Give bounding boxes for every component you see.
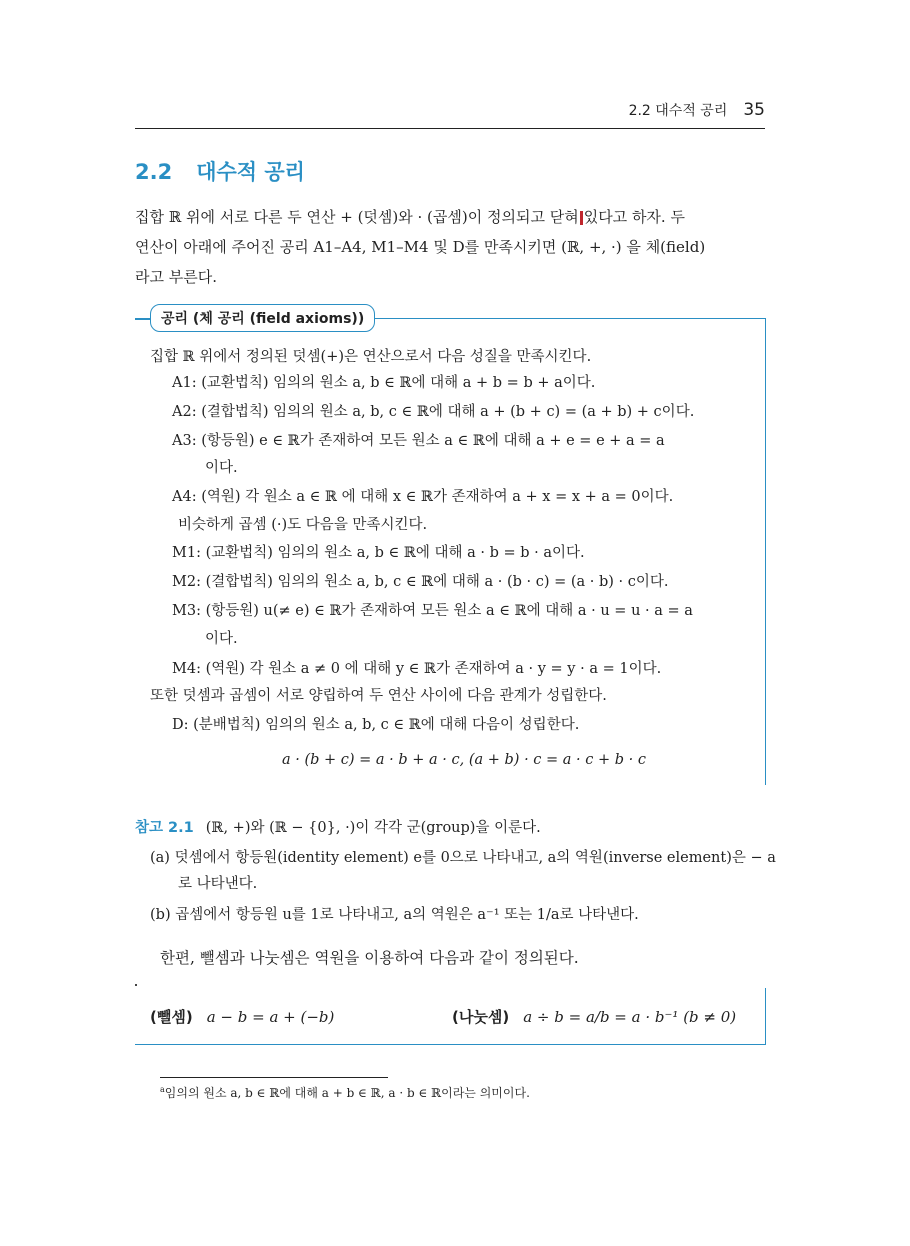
axiom-line-m2: M2: (결합법칙) 임의의 원소 a, b, c ∈ ℝ에 대해 a · (b · c) = (a · b) · c이다.	[172, 574, 669, 590]
running-head-section: 2.2 대수적 공리	[628, 103, 728, 119]
section-number: 2.2	[135, 160, 173, 184]
axiom-line-a2: A2: (결합법칙) 임의의 원소 a, b, c ∈ ℝ에 대해 a + (b + c) = (a + b) + c이다.	[172, 404, 695, 420]
footnote-text: 임의의 원소 a, b ∈ ℝ에 대해 a + b ∈ ℝ, a · b ∈ ℝ이라는 의미이다.	[164, 1086, 530, 1100]
axiom-line-d: D: (분배법칙) 임의의 원소 a, b, c ∈ ℝ에 대해 다음이 성립한다.	[172, 717, 580, 733]
division-definition	[452, 1006, 736, 1027]
footnote-rule	[160, 1077, 388, 1078]
axiom-line-compat: 또한 덧셈과 곱셈이 서로 양립하여 두 연산 사이에 다음 관계가 성립한다.	[150, 688, 607, 704]
axiom-line-mult-intro: 비슷하게 곱셈 (·)도 다음을 만족시킨다.	[178, 517, 428, 533]
axiom-box-title: 공리 (체 공리 (field axioms))	[150, 304, 375, 332]
section-heading	[135, 156, 305, 186]
header-rule	[135, 128, 765, 129]
division-label: (나눗셈)	[452, 1008, 510, 1026]
axiom-line-0: 집합 ℝ 위에서 정의된 덧셈(+)은 연산으로서 다음 성질을 만족시킨다.	[150, 349, 592, 365]
highlight-mark	[580, 211, 583, 225]
note-item-a-cont: 로 나타낸다.	[178, 876, 258, 892]
division-formula: a ÷ b = a/b = a · b⁻¹ (b ≠ 0)	[523, 1008, 737, 1026]
note-item-a: (a) 덧셈에서 항등원(identity element) e를 0으로 나타내고, a의 역원(inverse element)은 − a	[150, 850, 776, 866]
footnote-mark: a	[160, 1085, 165, 1094]
section-title: 대수적 공리	[196, 160, 305, 184]
axiom-line-a1: A1: (교환법칙) 임의의 원소 a, b ∈ ℝ에 대해 a + b = b + a이다.	[172, 375, 596, 391]
axiom-line-a3-cont: 이다.	[205, 460, 238, 476]
axiom-line-m3: M3: (항등원) u(≠ e) ∈ ℝ가 존재하여 모든 원소 a ∈ ℝ에 대해 a · u = u · a = a	[172, 603, 693, 619]
stray-dot	[135, 984, 137, 986]
intro-line-3: 라고 부른다.	[135, 268, 217, 286]
note-title: (ℝ, +)와 (ℝ − {0}, ·)이 각각 군(group)을 이룬다.	[205, 820, 541, 836]
axiom-line-m3-cont: 이다.	[205, 631, 238, 647]
subtraction-definition	[150, 1006, 334, 1027]
intro-line-2: 연산이 아래에 주어진 공리 A1–A4, M1–M4 및 D를 만족시키면 (ℝ, +, ·) 을 체(field)	[135, 238, 706, 256]
axiom-line-m4: M4: (역원) 각 원소 a ≠ 0 에 대해 y ∈ ℝ가 존재하여 a · y = y · a = 1이다.	[172, 661, 662, 677]
after-note-paragraph: 한편, 뺄셈과 나눗셈은 역원을 이용하여 다음과 같이 정의된다.	[160, 949, 579, 967]
distributive-formula: a · (b + c) = a · b + a · c, (a + b) · c = a · c + b · c	[282, 752, 646, 768]
running-head	[135, 100, 765, 124]
intro-line-1b: 있다고 하자. 두	[583, 208, 685, 226]
note-item-b: (b) 곱셈에서 항등원 u를 1로 나타내고, a의 역원은 a⁻¹ 또는 1/a로 나타낸다.	[150, 907, 639, 923]
subtraction-formula: a − b = a + (−b)	[206, 1008, 335, 1026]
note-label: 참고 2.1	[135, 820, 194, 836]
footnote	[160, 1084, 530, 1101]
axiom-line-a3: A3: (항등원) e ∈ ℝ가 존재하여 모든 원소 a ∈ ℝ에 대해 a + e = e + a = a	[172, 433, 665, 449]
intro-line-1: 집합 ℝ 위에 서로 다른 두 연산 + (덧셈)와 · (곱셈)이 정의되고 닫혀	[135, 208, 579, 226]
subtraction-label: (뺄셈)	[150, 1008, 193, 1026]
intro-paragraph	[135, 202, 767, 292]
page-number: 35	[743, 100, 765, 120]
note-heading	[135, 816, 541, 837]
axiom-line-a4: A4: (역원) 각 원소 a ∈ ℝ 에 대해 x ∈ ℝ가 존재하여 a + x = x + a = 0이다.	[172, 489, 674, 505]
axiom-line-m1: M1: (교환법칙) 임의의 원소 a, b ∈ ℝ에 대해 a · b = b · a이다.	[172, 545, 585, 561]
